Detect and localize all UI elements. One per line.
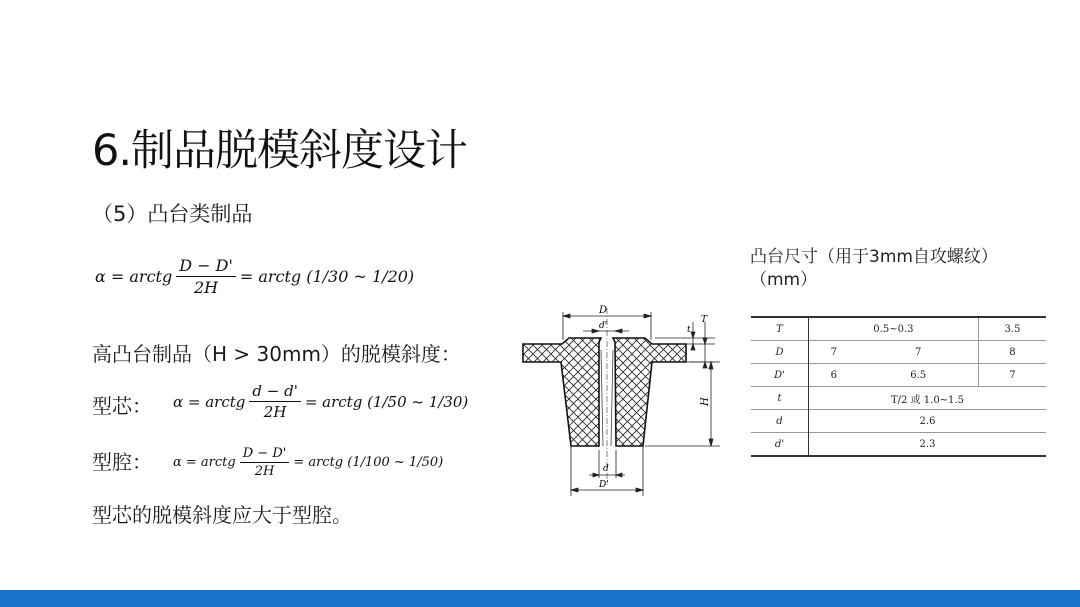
formula-core-denominator: 2H [263,403,287,421]
table-cell: T/2 或 1.0~1.5 [891,394,964,406]
table-cell: 6.5 [859,364,979,387]
row-header: D' [751,364,809,387]
boss-dimension-table [751,316,1046,457]
table-row [751,410,1046,433]
table-caption-line2: （mm） [750,270,818,290]
formula-cavity-rhs: = arctg (1/100 ~ 1/50) [293,455,444,470]
core-label: 型芯： [92,394,152,418]
formula-cavity-fraction [240,446,290,479]
dim-label-d: d [603,464,609,474]
table-row [751,364,1046,387]
formula-main-numerator: D − D' [176,256,236,277]
conclusion-text: 型芯的脱模斜度应大于型腔。 [92,503,352,527]
dim-label-d-prime: d' [599,321,608,331]
formula-main-lhs: α = arctg [95,267,173,286]
dim-label-D-prime: D' [599,480,609,490]
dim-label-t: t [687,325,691,335]
dim-label-H: H [700,397,711,406]
row-header: d [751,410,809,433]
row-header: t [751,387,809,410]
formula-core-lhs: α = arctg [173,392,246,411]
table-caption [750,246,998,292]
table-cell: 2.3 [919,438,936,450]
row-header: T [751,317,809,341]
formula-main-fraction [176,256,236,297]
high-boss-label: 高凸台制品（H > 30mm）的脱模斜度： [92,342,461,366]
hole-wall-line-left [601,350,603,446]
table-row [751,317,1046,341]
dim-label-D: D [599,305,608,316]
formula-cavity [173,446,443,479]
formula-main [95,256,414,297]
boss-hatched-section [523,338,686,446]
cavity-label: 型腔： [92,450,152,474]
table-cell: 0.5~0.3 [809,317,979,341]
formula-core [173,382,468,421]
formula-cavity-numerator: D − D' [240,446,290,463]
table-row [751,387,1046,410]
table-cell: 7 [830,346,837,358]
formula-main-rhs: = arctg (1/30 ~ 1/20) [239,267,415,286]
formula-cavity-lhs: α = arctg [173,455,236,470]
row-header: d' [751,433,809,457]
hole-wall-line-right [611,350,613,446]
section-subtitle: （5）凸台类制品 [92,202,253,226]
formula-core-numerator: d − d' [249,382,300,402]
table-caption-line1: 凸台尺寸（用于3mm自攻螺纹） [750,247,998,267]
dim-label-T: T [701,315,708,325]
row-header: D [751,341,809,364]
formula-core-fraction [249,382,300,421]
page-title: 6.制品脱模斜度设计 [92,126,468,176]
table-cell: 3.5 [1004,323,1021,335]
table-cell: 8 [1009,346,1016,358]
footer-bar [0,590,1080,607]
table-cell: 7 [1009,369,1016,381]
formula-core-rhs: = arctg (1/50 ~ 1/30) [304,392,469,411]
formula-cavity-denominator: 2H [254,464,275,479]
table-row [751,341,1046,364]
table-cell: 7 [859,341,979,364]
table-cell: 2.6 [919,415,936,427]
table-row [751,433,1046,457]
boss-section-diagram [515,300,725,500]
formula-main-denominator: 2H [193,278,219,297]
table-cell: 6 [830,369,837,381]
